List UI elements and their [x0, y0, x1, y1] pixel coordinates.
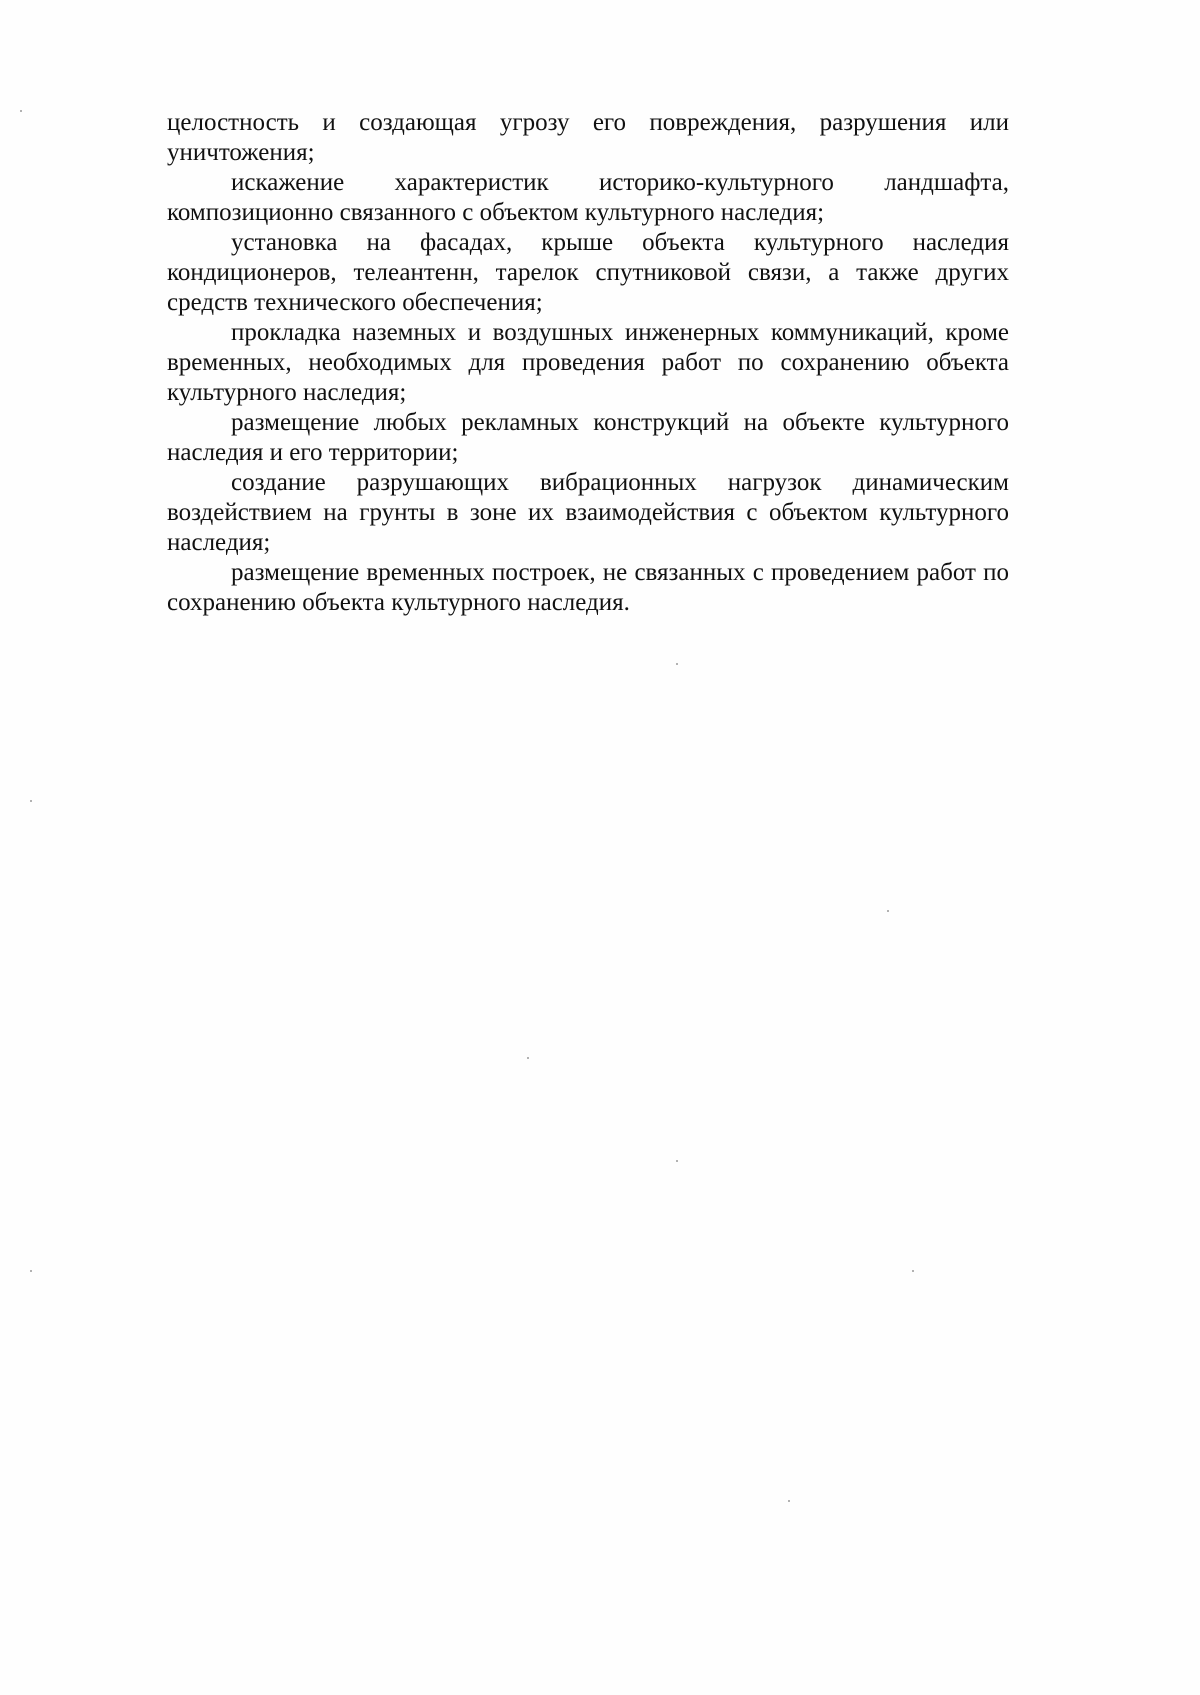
paragraph-utility-lines: прокладка наземных и воздушных инженерных коммуникаций, кроме временных, необходимых для проведения работ по сохранению объекта культурного наследия;: [167, 319, 1009, 406]
paragraph-facade-installations: установка на фасадах, крыше объекта культурного наследия кондиционеров, телеантенн, тарелок спутниковой связи, а также других средств технического обеспечения;: [167, 229, 1009, 316]
scan-speck: [527, 1057, 529, 1059]
scan-speck: [912, 1270, 914, 1272]
scan-speck: [676, 1160, 678, 1162]
scan-speck: [30, 800, 32, 802]
scan-speck: [676, 663, 678, 665]
document-body: [167, 108, 1009, 618]
paragraph-continuation: целостность и создающая угрозу его повреждения, разрушения или уничтожения;: [167, 109, 1009, 166]
scan-speck: [20, 110, 22, 112]
paragraph-landscape-distortion: искажение характеристик историко-культурного ландшафта, композиционно связанного с объектом культурного наследия;: [167, 169, 1009, 226]
scan-speck: [788, 1500, 790, 1502]
paragraph-temporary-buildings: размещение временных построек, не связанных с проведением работ по сохранению объекта культурного наследия.: [167, 559, 1009, 616]
paragraph-vibration-loads: создание разрушающих вибрационных нагрузок динамическим воздействием на грунты в зоне их взаимодействия с объектом культурного наследия;: [167, 469, 1009, 556]
scan-speck: [30, 1270, 32, 1272]
scan-speck: [887, 910, 889, 912]
paragraph-advertising: размещение любых рекламных конструкций на объекте культурного наследия и его территории;: [167, 409, 1009, 466]
